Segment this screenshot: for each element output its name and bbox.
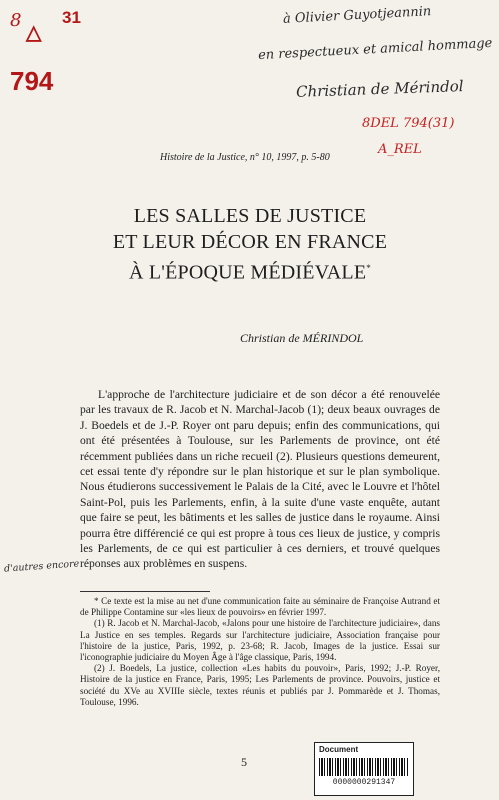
margin-annotation: d'autres encore [3,558,80,575]
title-line-1: LES SALLES DE JUSTICE [133,205,367,227]
body-text: L'approche de l'architecture judiciaire et de son décor a été renouvelée par les travaux de R. Jacob et N. Marchal-Jacob (1); deux beaux ouvrages de J. Boedels et de J.-P. Royer ont paru depuis; enfin des communications, qui ont été présentées à Toulouse, sur les Parlements de province, ont été récemment publiées dans un riche recueil (2). Plusieurs questions demeurent, cet essai tente d'y répondre sur le plan historique et sur le plan symbolique. Nous étudierons successivement le Palais de la Cité, avec le Louvre et l'hôtel Saint-Pol, puis les Parlements, enfin, à la suite d'une vaste enquête, autant que faire se peut, les bâtiments et les salles de justice dans le royaume. Ainsi pourra être différencié ce qui est propre à tous ces lieux de justice, y compris les Parlements, de ce qui est particulier à ces derniers, et trouvé quelques réponses aux problèmes en suspens. [80,388,440,571]
title-line-3: À L'ÉPOQUE MÉDIÉVALE* [129,261,371,284]
journal-reference: Histoire de la Justice, n° 10, 1997, p. 5-80 [160,152,330,163]
title-note-mark: * [366,263,371,273]
barcode-bars [319,758,409,776]
page-number: 5 [241,755,247,769]
title-line-2: ET LEUR DÉCOR EN FRANCE [112,231,388,253]
dedication-line-2: en respectueux et amical hommage [257,35,493,64]
barcode-label [314,742,414,796]
stamp-triangle: △ [26,22,42,44]
dedication-line-1: à Olivier Guyotjeannin [282,4,432,27]
stamp-code-handwritten: 8 [10,10,22,31]
footnote-rule [80,591,210,592]
shelfmark-tag: A_REL [378,142,422,157]
article-title [80,203,420,286]
shelfmark: 8DEL 794(31) [362,116,455,131]
dedication-signature: Christian de Mérindol [295,77,464,101]
footnotes [80,596,440,708]
stamp-number-big: 794 [10,66,54,96]
barcode-title: Document [319,745,359,754]
body-paragraph [80,387,440,572]
barcode-number: 0000000291347 [332,778,396,787]
footnote-1: (1) R. Jacob et N. Marchal-Jacob, «Jalons pour une histoire de l'architecture judiciaire», dans La Justice en ses temples. Regards sur l'architecture judiciaire, Association française pour l'histoire de la justice, Paris, 1992, p. 23-68; R. Jacob, Images de la justice. Essai sur l'iconographie judiciaire du Moyen Âge à l'âge classique, Paris, 1994. [80,618,440,663]
footnote-star: * Ce texte est la mise au net d'une communication faite au séminaire de Françoise Autrand et de Philippe Contamine sur «les lieux de pouvoirs» en février 1997. [80,596,440,618]
author-name: Christian de MÉRINDOL [240,331,364,345]
stamp-number-small: 31 [62,8,81,27]
footnote-2: (2) J. Boedels, La justice, collection «Les habits du pouvoir», Paris, 1992; J.-P. Royer, Histoire de la justice en France, Paris, 1995; Les Parlements de province. Pouvoirs, justice et société du XVe au XVIIIe siècle, textes réunis et publiés par J. Pommarède et J. Thomas, Toulouse, 1996. [80,663,440,707]
